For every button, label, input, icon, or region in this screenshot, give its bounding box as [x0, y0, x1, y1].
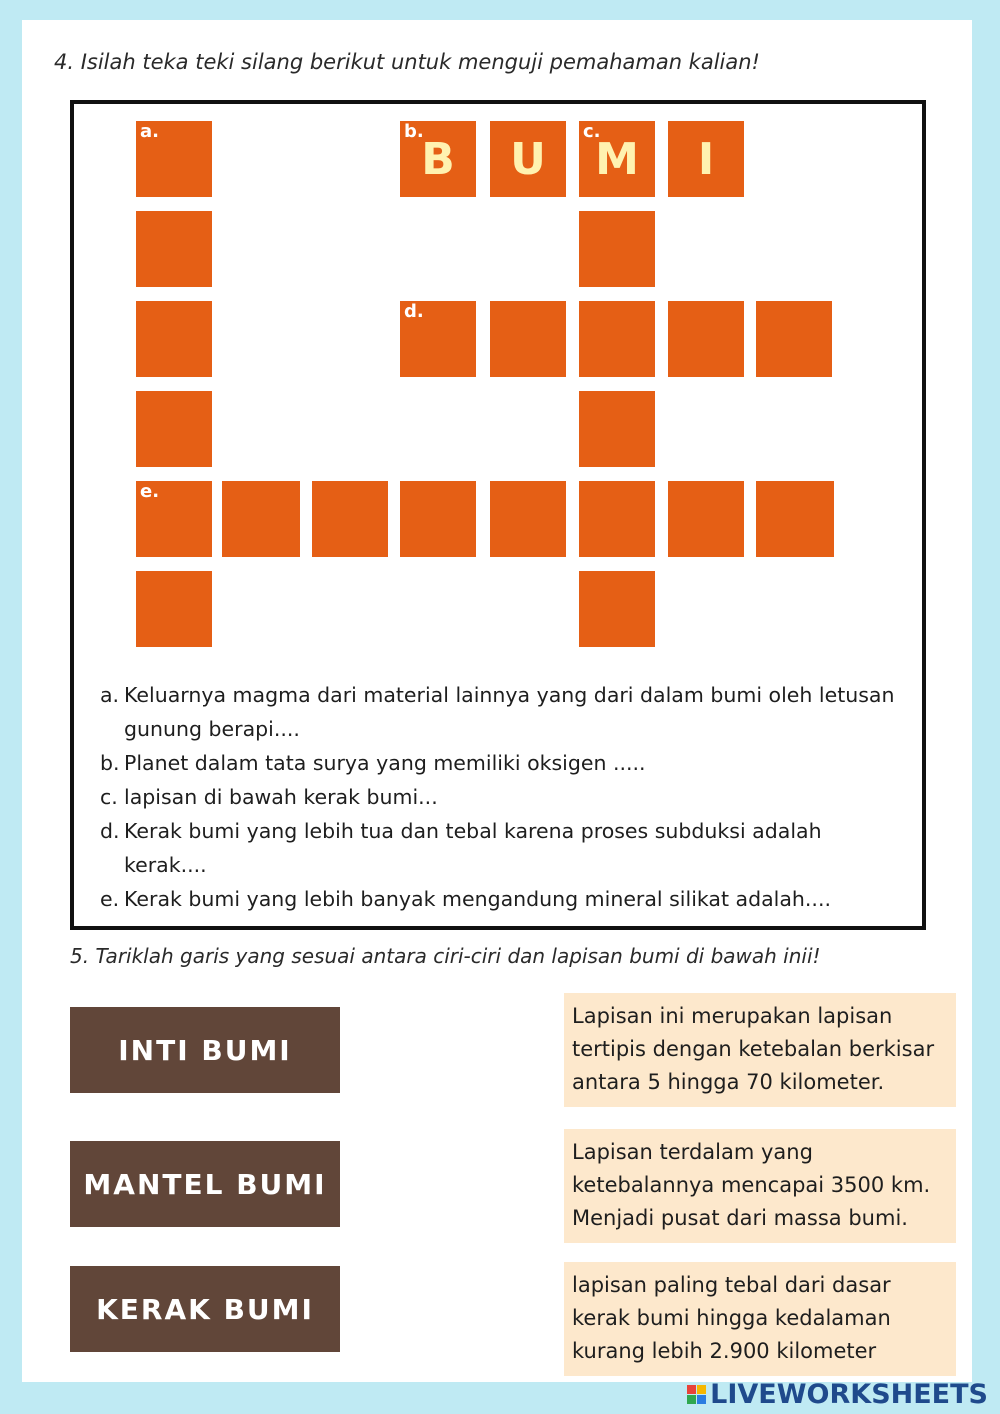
clue-d-text: Kerak bumi yang lebih tua dan tebal karena proses subduksi adalah kerak....	[124, 819, 822, 877]
logo-square-blue	[697, 1395, 706, 1404]
clue-c	[100, 780, 900, 814]
cell-e4-input[interactable]	[400, 481, 476, 557]
cell-b4[interactable]	[668, 121, 744, 197]
clue-d	[100, 814, 900, 882]
cell-d5-input[interactable]	[756, 301, 832, 377]
cell-d1-input[interactable]	[400, 301, 476, 377]
description-box-3[interactable]: lapisan paling tebal dari dasar kerak bumi hingga kedalaman kurang lebih 2.900 kilometer	[564, 1262, 956, 1376]
clue-e-text: Kerak bumi yang lebih banyak mengandung mineral silikat adalah....	[124, 887, 831, 911]
clue-c-label: c.	[100, 785, 118, 809]
cell-d2[interactable]	[490, 301, 566, 377]
cell-b1-input[interactable]	[400, 121, 476, 197]
cell-c6[interactable]	[579, 571, 655, 647]
clue-a-text: Keluarnya magma dari material lainnya yang dari dalam bumi oleh letusan gunung berapi....	[124, 683, 895, 741]
cell-d4-input[interactable]	[668, 301, 744, 377]
clue-c-text: lapisan di bawah kerak bumi...	[124, 785, 438, 809]
cell-e3[interactable]	[312, 481, 388, 557]
cell-c4-input[interactable]	[579, 391, 655, 467]
cell-e8-input[interactable]	[756, 481, 834, 557]
clue-a-label: a.	[100, 683, 120, 707]
cell-e6-input[interactable]	[579, 481, 655, 557]
cell-c2-input[interactable]	[579, 211, 655, 287]
cell-e6-c5[interactable]	[579, 481, 655, 557]
cell-a4-input[interactable]	[136, 391, 212, 467]
clue-number-e: e.	[140, 481, 160, 502]
clue-b-label: b.	[100, 751, 120, 775]
layer-kerak-bumi-button[interactable]: KERAK BUMI	[70, 1266, 340, 1352]
cell-a1[interactable]	[136, 121, 212, 197]
cell-d3-input[interactable]	[579, 301, 655, 377]
clue-b-text: Planet dalam tata surya yang memiliki oksigen .....	[124, 751, 646, 775]
clue-b	[100, 746, 900, 780]
cell-e7[interactable]	[668, 481, 744, 557]
clue-list	[100, 678, 900, 916]
cell-d1[interactable]	[400, 301, 476, 377]
question-4-title: 4. Isilah teka teki silang berikut untuk menguji pemahaman kalian!	[54, 50, 760, 74]
worksheet	[22, 20, 972, 1382]
cell-a2[interactable]	[136, 211, 212, 287]
cell-e4[interactable]	[400, 481, 476, 557]
clue-a	[100, 678, 900, 746]
cell-b2-input[interactable]	[490, 121, 566, 197]
description-box-2[interactable]: Lapisan terdalam yang ketebalannya mencapai 3500 km. Menjadi pusat dari massa bumi.	[564, 1129, 956, 1243]
cell-a6[interactable]	[136, 571, 212, 647]
cell-d5[interactable]	[756, 301, 832, 377]
cell-b2[interactable]	[490, 121, 566, 197]
cell-c4[interactable]	[579, 391, 655, 467]
layer-mantel-bumi-button[interactable]: MANTEL BUMI	[70, 1141, 340, 1227]
liveworksheets-wordmark: LIVEWORKSHEETS	[710, 1379, 988, 1410]
liveworksheets-logo-icon	[687, 1385, 706, 1404]
cell-e5[interactable]	[490, 481, 566, 557]
cell-e5-input[interactable]	[490, 481, 566, 557]
cell-a4[interactable]	[136, 391, 212, 467]
crossword-box	[70, 100, 926, 930]
logo-square-yellow	[697, 1385, 706, 1394]
cell-b3-input[interactable]	[579, 121, 655, 197]
clue-number-d: d.	[404, 301, 424, 322]
cell-d4[interactable]	[668, 301, 744, 377]
liveworksheets-logo	[687, 1379, 988, 1410]
cell-e2[interactable]	[222, 481, 300, 557]
question-5-title: 5. Tariklah garis yang sesuai antara ciri-ciri dan lapisan bumi di bawah inii!	[70, 944, 821, 968]
clue-e	[100, 882, 900, 916]
cell-e1-input[interactable]	[136, 481, 212, 557]
cell-c2[interactable]	[579, 211, 655, 287]
cell-e7-input[interactable]	[668, 481, 744, 557]
layer-inti-bumi-button[interactable]: INTI BUMI	[70, 1007, 340, 1093]
clue-number-c: c.	[583, 121, 601, 142]
cell-e3-input[interactable]	[312, 481, 388, 557]
cell-a3[interactable]	[136, 301, 212, 377]
cell-e8[interactable]	[756, 481, 834, 557]
clue-number-a: a.	[140, 121, 159, 142]
cell-a1-input[interactable]	[136, 121, 212, 197]
cell-b3-c1[interactable]	[579, 121, 655, 197]
clue-d-label: d.	[100, 819, 120, 843]
cell-d2-input[interactable]	[490, 301, 566, 377]
cell-a3-input[interactable]	[136, 301, 212, 377]
cell-a5-e1[interactable]	[136, 481, 212, 557]
cell-b1[interactable]	[400, 121, 476, 197]
clue-e-label: e.	[100, 887, 120, 911]
cell-a2-input[interactable]	[136, 211, 212, 287]
cell-b4-input[interactable]	[668, 121, 744, 197]
logo-square-green	[687, 1395, 696, 1404]
cell-c6-input[interactable]	[579, 571, 655, 647]
clue-number-b: b.	[404, 121, 424, 142]
logo-square-red	[687, 1385, 696, 1394]
cell-e2-input[interactable]	[222, 481, 300, 557]
cell-a6-input[interactable]	[136, 571, 212, 647]
description-box-1[interactable]: Lapisan ini merupakan lapisan tertipis dengan ketebalan berkisar antara 5 hingga 70 kilometer.	[564, 993, 956, 1107]
cell-d3-c3[interactable]	[579, 301, 655, 377]
